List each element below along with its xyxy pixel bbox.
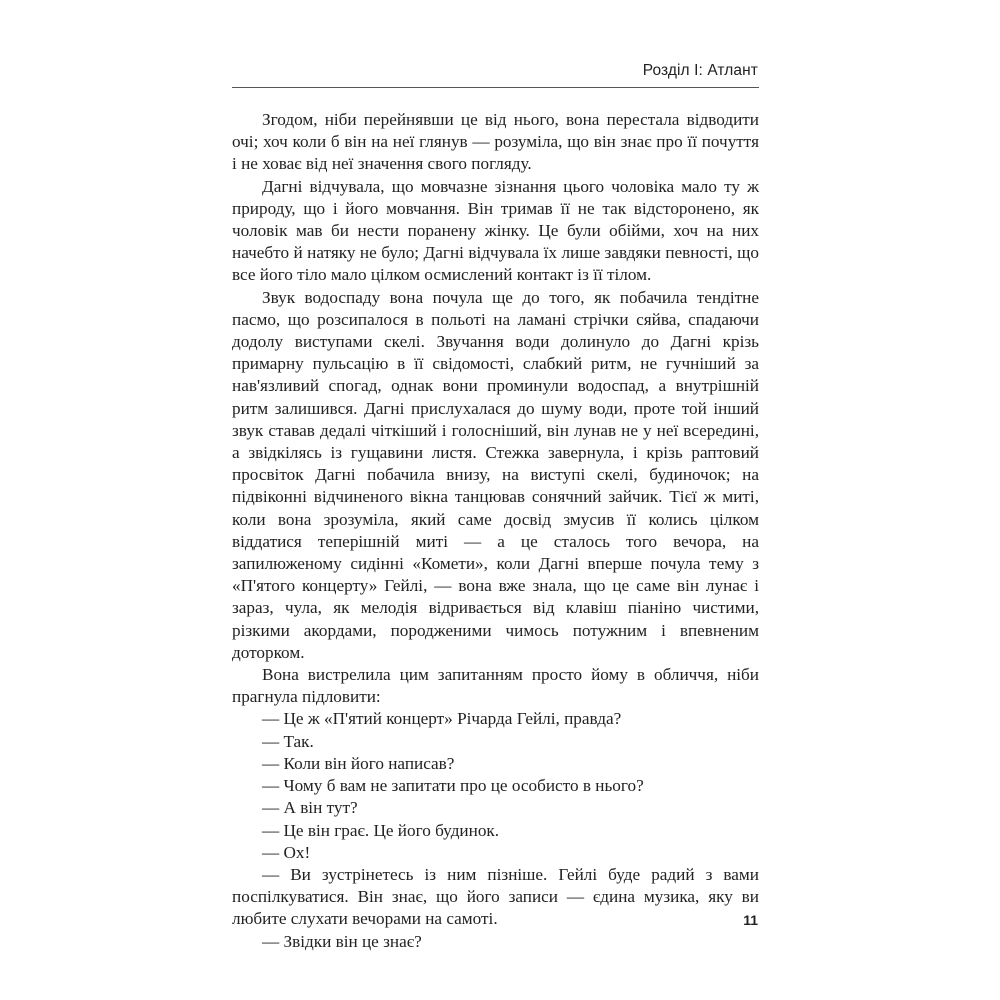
- page-number: 11: [743, 912, 758, 928]
- paragraph: Згодом, ніби перейнявши це від нього, вона перестала відводити очі; хоч коли б він на неї глянув — розуміла, що він знає про її почуття і не ховає від неї значення свого погляду.: [232, 110, 759, 174]
- dialogue-line: — Звідки він це знає?: [262, 931, 422, 951]
- dialogue-line: — Коли він його написав?: [262, 753, 455, 773]
- dialogue-line: — Так.: [262, 731, 314, 751]
- dialogue-line: — Це ж «П'ятий концерт» Річарда Гейлі, правда?: [262, 709, 622, 729]
- running-head: Розділ І: Атлант: [642, 62, 758, 79]
- body-text: [232, 109, 759, 953]
- dialogue-line: — Ох!: [262, 842, 311, 862]
- header-rule: [232, 87, 759, 88]
- dialogue-line: — Чому б вам не запитати про це особисто в нього?: [262, 776, 644, 796]
- paragraph: Дагні відчувала, що мовчазне зізнання цього чоловіка мало ту ж природу, що і його мовчання. Він тримав її не так відсторонено, як чоловік мав би нести поранену жінку. Це були обійми, хоч на них начебто й натяку не було; Дагні відчувала їх лише завдяки певності, що все його тіло мало цілком осмислений контакт із її тілом.: [232, 176, 759, 285]
- dialogue-line: — Це він грає. Це його будинок.: [262, 820, 500, 840]
- paragraph: Звук водоспаду вона почула ще до того, як побачила тендітне пасмо, що розсипалося в польоті на ламані стрічки сяйва, спадаючи додолу виступами скелі. Звучання води долинуло до Дагні крізь примарну пульсацію в її свідомості, слабкий ритм, не гучніший за нав'язливий спогад, однак вони проминули водоспад, а внутрішній ритм залишився. Дагні прислухалася до шуму води, проте той інший звук ставав дедалі чіткіший і голосніший, він лунав не у неї всередині, а звідкілясь із гущавини листя. Стежка завернула, і крізь раптовий просвіток Дагні побачила внизу, на виступі скелі, будиночок; на підвіконні відчиненого вікна танцював сонячний зайчик. Тієї ж миті, коли вона зрозуміла, який саме досвід змусив її колись цілком віддатися теперішній миті — а це сталось того вечора, на запилюженому сидінні «Комети», коли Дагні вперше почула тему з «П'ятого концерту» Гейлі, — вона вже знала, що це саме він лунає і зараз, чула, як мелодія відривається від клавіш піаніно чистими, різкими акордами, породженими чимось потужним і впевненим доторком.: [232, 287, 759, 662]
- paragraph: Вона вистрелила цим запитанням просто йому в обличчя, ніби прагнула підловити:: [232, 665, 759, 707]
- dialogue-line: — А він тут?: [262, 798, 358, 818]
- dialogue-line: — Ви зустрінетесь із ним пізніше. Гейлі буде радий з вами поспілкуватися. Він знає, що його записи — єдина музика, яку ви любите слухати вечорами на самоті.: [232, 864, 759, 929]
